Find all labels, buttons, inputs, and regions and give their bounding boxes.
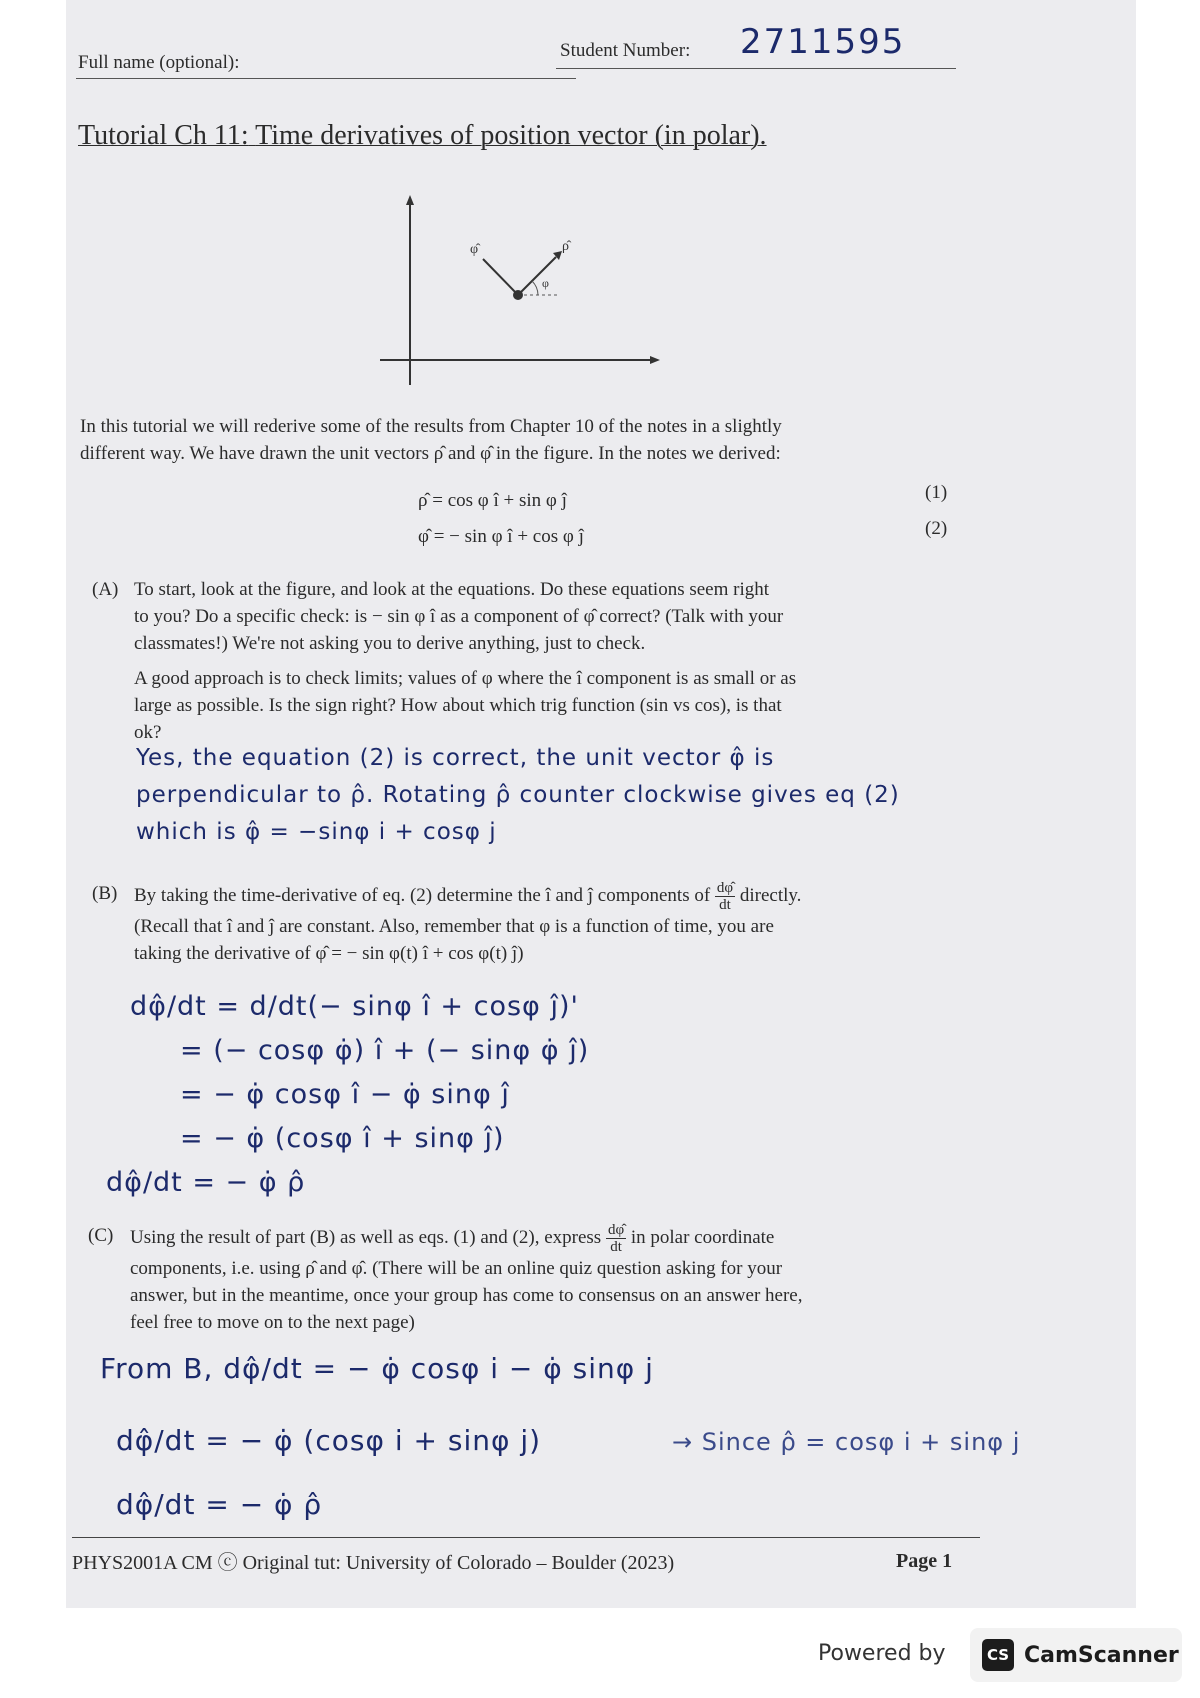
part-a-line: ok? (134, 722, 162, 743)
part-a-line: to you? Do a specific check: is − sin φ î as a component of φ̂ correct? (Talk with your (134, 606, 784, 627)
footer-text: PHYS2001A CM ⓒ Original tut: University of Colorado – Boulder (2023) (72, 1552, 675, 1574)
equation-2-number: (2) (925, 518, 948, 539)
part-a-line: A good approach is to check limits; values of φ where the î component is as small or as (134, 668, 797, 689)
part-b-label: (B) (92, 883, 118, 904)
work-line: dφ̂/dt = − φ̇ ρ̂ (106, 1167, 306, 1198)
part-a-line: large as possible. Is the sign right? How about which trig function (sin vs cos), is that (134, 695, 782, 716)
camscanner-logo-icon: CS (982, 1639, 1014, 1671)
part-c-work-line-1: From B, dφ̂/dt = − φ̇ cosφ i − φ̇ sinφ j (100, 1352, 654, 1385)
page-title (78, 120, 767, 152)
intro-line: In this tutorial we will rederive some of the results from Chapter 10 of the notes in a slightly (80, 416, 782, 437)
student-number-label: Student Number: (560, 40, 691, 61)
intro-paragraph (80, 413, 980, 467)
particle-dot (513, 290, 523, 300)
full-name-line (76, 78, 576, 79)
equation-2: φ̂ = − sin φ î + cos φ ĵ (418, 526, 584, 547)
part-b-line: (Recall that î and ĵ are constant. Also, remember that φ is a function of time, you are (134, 916, 774, 937)
phi-hat-label: φ̂ (470, 242, 479, 257)
dphi-dt-fraction: $\frac{d\varphî}{dt}$ (607, 1222, 625, 1255)
footer-rule (72, 1537, 980, 1538)
part-c-work-line-2: dφ̂/dt = − φ̇ (cosφ i + sinφ j) (116, 1424, 542, 1457)
phi-hat-vector (483, 259, 518, 295)
part-b-line: taking the derivative of φ̂ = − sin φ(t) î + cos φ(t) ĵ) (134, 943, 524, 964)
dphi-dt-fraction: $\frac{d\varphî}{dt}$ (716, 880, 734, 913)
rho-hat-label: ρ̂ (562, 239, 569, 254)
work-line: = − φ̇ (cosφ î + sinφ ĵ) (180, 1123, 505, 1154)
x-axis-arrow (650, 356, 660, 364)
student-number-line (556, 68, 956, 69)
part-c-label: (C) (88, 1225, 114, 1246)
part-c-line: components, i.e. using ρ̂ and φ̂. (There will be an online quiz question asking for your (130, 1258, 783, 1279)
answer-line: Yes, the equation (2) is correct, the unit vector φ̂ is (136, 745, 775, 771)
title-prefix: Tutorial Ch 11: (78, 120, 249, 151)
work-line: = (− cosφ φ̇) î + (− sinφ φ̇ ĵ) (180, 1035, 590, 1066)
part-b-line: By taking the time-derivative of eq. (2) determine the î and ĵ components of $\frac{d\varphî}{dt}$ directly. (134, 880, 802, 913)
part-b-question (134, 880, 984, 967)
page-number: Page 1 (896, 1550, 953, 1572)
part-a-line: To start, look at the figure, and look at the equations. Do these equations seem right (134, 579, 770, 600)
answer-line: which is φ̂ = −sinφ i + cosφ j (136, 819, 497, 845)
phi-angle-label: φ (542, 276, 549, 290)
equation-1-number: (1) (925, 482, 948, 503)
part-c-line: feel free to move on to the next page) (130, 1312, 415, 1333)
part-a-label: (A) (92, 579, 119, 600)
camscanner-name: CamScanner (1024, 1642, 1179, 1668)
work-line: = − φ̇ cosφ î − φ̇ sinφ ĵ (180, 1079, 510, 1110)
part-a-line: classmates!) We're not asking you to derive anything, just to check. (134, 633, 646, 654)
part-c-line: answer, but in the meantime, once your group has come to consensus on an answer here, (130, 1285, 803, 1306)
part-c-work-line-3: dφ̂/dt = − φ̇ ρ̂ (116, 1488, 323, 1521)
answer-line: perpendicular to ρ̂. Rotating ρ̂ counter clockwise gives eq (2) (136, 782, 900, 808)
work-line: dφ̂/dt = d/dt(− sinφ î + cosφ ĵ)' (130, 991, 579, 1022)
y-axis-arrow (406, 195, 414, 205)
full-name-label: Full name (optional): (78, 52, 240, 73)
part-a-question (134, 576, 974, 746)
powered-by-text: Powered by (818, 1641, 946, 1666)
part-c-work-since: → Since ρ̂ = cosφ i + sinφ j (672, 1428, 1021, 1456)
intro-line: different way. We have drawn the unit vectors ρ̂ and φ̂ in the figure. In the notes we derived: (80, 443, 781, 464)
unit-vector-figure (370, 195, 660, 395)
part-c-question (130, 1222, 990, 1336)
part-c-line: Using the result of part (B) as well as eqs. (1) and (2), express $\frac{d\varphî}{dt}$ in polar coordinate (130, 1222, 775, 1255)
part-a-handwritten-answer (136, 740, 900, 851)
part-b-handwritten-work (106, 985, 590, 1205)
student-number-value: 2711595 (740, 22, 906, 62)
title-rest: Time derivatives of position vector (in polar). (255, 120, 767, 151)
equation-1: ρ̂ = cos φ î + sin φ ĵ (418, 490, 567, 511)
phi-angle-arc (532, 281, 538, 295)
camscanner-badge (970, 1628, 1182, 1682)
